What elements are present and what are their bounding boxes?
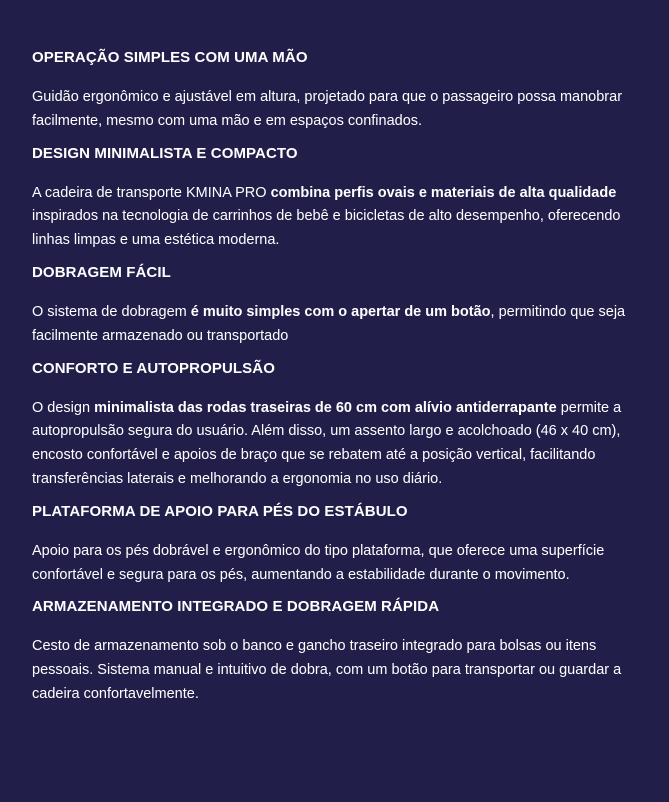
section-body: [32, 397, 650, 492]
body-text-bold: é muito simples com o apertar de um botão: [190, 303, 491, 320]
product-features: [32, 48, 650, 717]
body-text: O sistema de dobragem: [32, 303, 191, 320]
body-text: permite a autopropulsão segura do usuário. Além disso, um assento largo e acolchoado (46 x 40 cm), encosto confortável e apoios de braço que se rebatem até a posição vertical, facilitando transferências laterais e melhorando a ergonomia no uso diário.: [32, 399, 622, 487]
body-text-bold: combina perfis ovais e materiais de alta qualidade: [270, 184, 617, 201]
section-title: CONFORTO E AUTOPROPULSÃO: [32, 359, 275, 377]
section-title: DESIGN MINIMALISTA E COMPACTO: [32, 144, 298, 162]
body-text: O design: [32, 399, 95, 416]
feature-section: [32, 48, 650, 134]
body-text: A cadeira de transporte KMINA PRO: [32, 184, 271, 201]
body-text-bold: minimalista das rodas traseiras de 60 cm com alívio antiderrapante: [94, 399, 557, 416]
section-title: OPERAÇÃO SIMPLES COM UMA MÃO: [32, 49, 308, 66]
body-text: Guidão ergonômico e ajustável em altura, projetado para que o passageiro possa manobrar facilmente, mesmo com uma mão e em espaços confinados.: [32, 89, 623, 129]
body-text: inspirados na tecnologia de carrinhos de bebê e bicicletas de alto desempenho, oferecendo linhas limpas e uma estética moderna.: [32, 208, 621, 249]
feature-section: [32, 263, 650, 349]
feature-section: [32, 597, 650, 706]
section-body: [32, 301, 650, 349]
section-body: [32, 182, 650, 253]
body-text: Cesto de armazenamento sob o banco e gancho traseiro integrado para bolsas ou itens pessoais. Sistema manual e intuitivo de dobra, com um botão para transportar ou guardar a cadeira confortavelmente.: [32, 638, 622, 702]
section-body: [32, 86, 650, 134]
body-text: , permitindo que seja facilmente armazenado ou transportado: [32, 303, 626, 344]
section-body: [32, 635, 650, 706]
section-title: PLATAFORMA DE APOIO PARA PÉS DO ESTÁBULO: [32, 502, 408, 520]
feature-section: [32, 144, 650, 253]
section-title: DOBRAGEM FÁCIL: [32, 263, 171, 281]
section-title: ARMAZENAMENTO INTEGRADO E DOBRAGEM RÁPIDA: [32, 598, 440, 616]
section-body: [32, 540, 650, 588]
feature-section: [32, 502, 650, 588]
body-text: Apoio para os pés dobrável e ergonômico do tipo plataforma, que oferece uma superfície confortável e segura para os pés, aumentando a estabilidade durante o movimento.: [32, 542, 605, 583]
feature-section: [32, 359, 650, 492]
